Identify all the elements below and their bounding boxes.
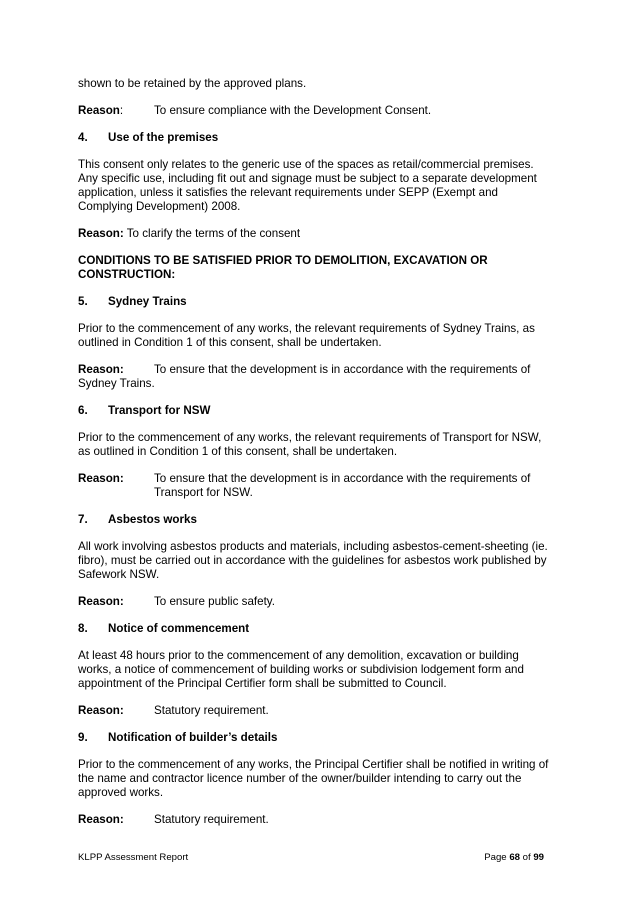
section-9-line: Prior to the commencement of any works, the Principal Certifier shall be notified in writing of [78, 758, 549, 771]
section-7-heading [78, 513, 560, 527]
section-7-number: 7. [78, 513, 88, 526]
section-4-heading [78, 131, 560, 145]
section-4-title: Use of the premises [108, 131, 219, 144]
section-9-line: approved works. [78, 786, 164, 799]
reason-1-text: To ensure compliance with the Development Consent. [154, 104, 432, 117]
section-9-body [78, 758, 560, 800]
section-5-body [78, 322, 560, 350]
section-8-heading [78, 622, 560, 636]
section-7-reason-label: Reason: [78, 595, 124, 608]
reason-1-colon: : [119, 104, 124, 117]
section-8-title: Notice of commencement [108, 622, 250, 635]
conditions-heading-line-1: CONDITIONS TO BE SATISFIED PRIOR TO DEMOLITION, EXCAVATION OR [78, 254, 488, 267]
intro-text: shown to be retained by the approved plans. [78, 77, 307, 90]
section-5-reason-line-1: To ensure that the development is in accordance with the requirements of [154, 363, 531, 376]
section-5-reason [78, 363, 560, 391]
section-6-number: 6. [78, 404, 88, 417]
section-9-heading [78, 731, 560, 745]
section-8-line: At least 48 hours prior to the commencement of any demolition, excavation or building [78, 649, 519, 662]
section-4-line: application, unless it satisfies the relevant requirements under SEPP (Exempt and [78, 186, 498, 199]
section-4-number: 4. [78, 131, 88, 144]
conditions-heading-line-2: CONSTRUCTION: [78, 268, 176, 281]
section-9-reason [78, 813, 560, 827]
section-9-reason-text: Statutory requirement. [154, 813, 269, 826]
section-5-line: Prior to the commencement of any works, the relevant requirements of Sydney Trains, as [78, 322, 535, 335]
section-8-line: works, a notice of commencement of building works or subdivision lodgement form and [78, 663, 524, 676]
conditions-heading [78, 254, 560, 282]
reason-1-label: Reason [78, 104, 120, 117]
section-4-line: This consent only relates to the generic use of the spaces as retail/commercial premises. [78, 158, 534, 171]
footer-page-current: 68 [509, 852, 520, 863]
section-9-title: Notification of builder’s details [108, 731, 278, 744]
section-7-title: Asbestos works [108, 513, 197, 526]
section-6-reason [78, 472, 560, 500]
section-9-reason-label: Reason: [78, 813, 124, 826]
footer-report-title: KLPP Assessment Report [78, 852, 189, 863]
section-5-reason-line-2: Sydney Trains. [78, 377, 155, 390]
section-7-line: fibro), must be carried out in accordance with the guidelines for asbestos work published by [78, 554, 547, 567]
section-8-body [78, 649, 560, 691]
section-4-body [78, 158, 560, 214]
section-6-reason-line: Transport for NSW. [154, 486, 253, 499]
section-7-line: All work involving asbestos products and materials, including asbestos-cement-sheeting (ie. [78, 540, 548, 553]
section-6-heading [78, 404, 560, 418]
section-7-reason [78, 595, 560, 609]
section-9-number: 9. [78, 731, 88, 744]
section-6-line: as outlined in Condition 1 of this consent, shall be undertaken. [78, 445, 398, 458]
reason-1 [78, 104, 560, 118]
section-8-reason-text: Statutory requirement. [154, 704, 269, 717]
footer-page-number: Page 68 of 99 [484, 852, 544, 863]
section-4-line: Complying Development) 2008. [78, 200, 241, 213]
section-8-number: 8. [78, 622, 88, 635]
document-page [78, 77, 560, 840]
section-7-reason-text: To ensure public safety. [154, 595, 275, 608]
section-7-line: Safework NSW. [78, 568, 160, 581]
section-8-line: appointment of the Principal Certifier form shall be submitted to Council. [78, 677, 447, 690]
section-5-heading [78, 295, 560, 309]
footer-page-total: 99 [533, 852, 544, 863]
section-5-line: outlined in Condition 1 of this consent, shall be undertaken. [78, 336, 382, 349]
section-6-title: Transport for NSW [108, 404, 211, 417]
section-4-line: Any specific use, including fit out and signage must be subject to a separate development [78, 172, 537, 185]
section-5-reason-label: Reason: [78, 363, 124, 376]
section-8-reason-label: Reason: [78, 704, 124, 717]
section-6-body [78, 431, 560, 459]
section-8-reason [78, 704, 560, 718]
section-4-reason-label: Reason: [78, 227, 124, 240]
section-7-body [78, 540, 560, 582]
section-5-number: 5. [78, 295, 88, 308]
section-6-reason-line: To ensure that the development is in accordance with the requirements of [154, 472, 531, 485]
section-4-reason-text: To clarify the terms of the consent [126, 227, 301, 240]
section-4-reason [78, 227, 560, 241]
section-5-title: Sydney Trains [108, 295, 187, 308]
section-6-reason-label: Reason: [78, 472, 124, 485]
section-6-line: Prior to the commencement of any works, the relevant requirements of Transport for NSW, [78, 431, 542, 444]
page-footer [78, 852, 544, 864]
section-9-line: the name and contractor licence number of the owner/builder intending to carry out the [78, 772, 522, 785]
